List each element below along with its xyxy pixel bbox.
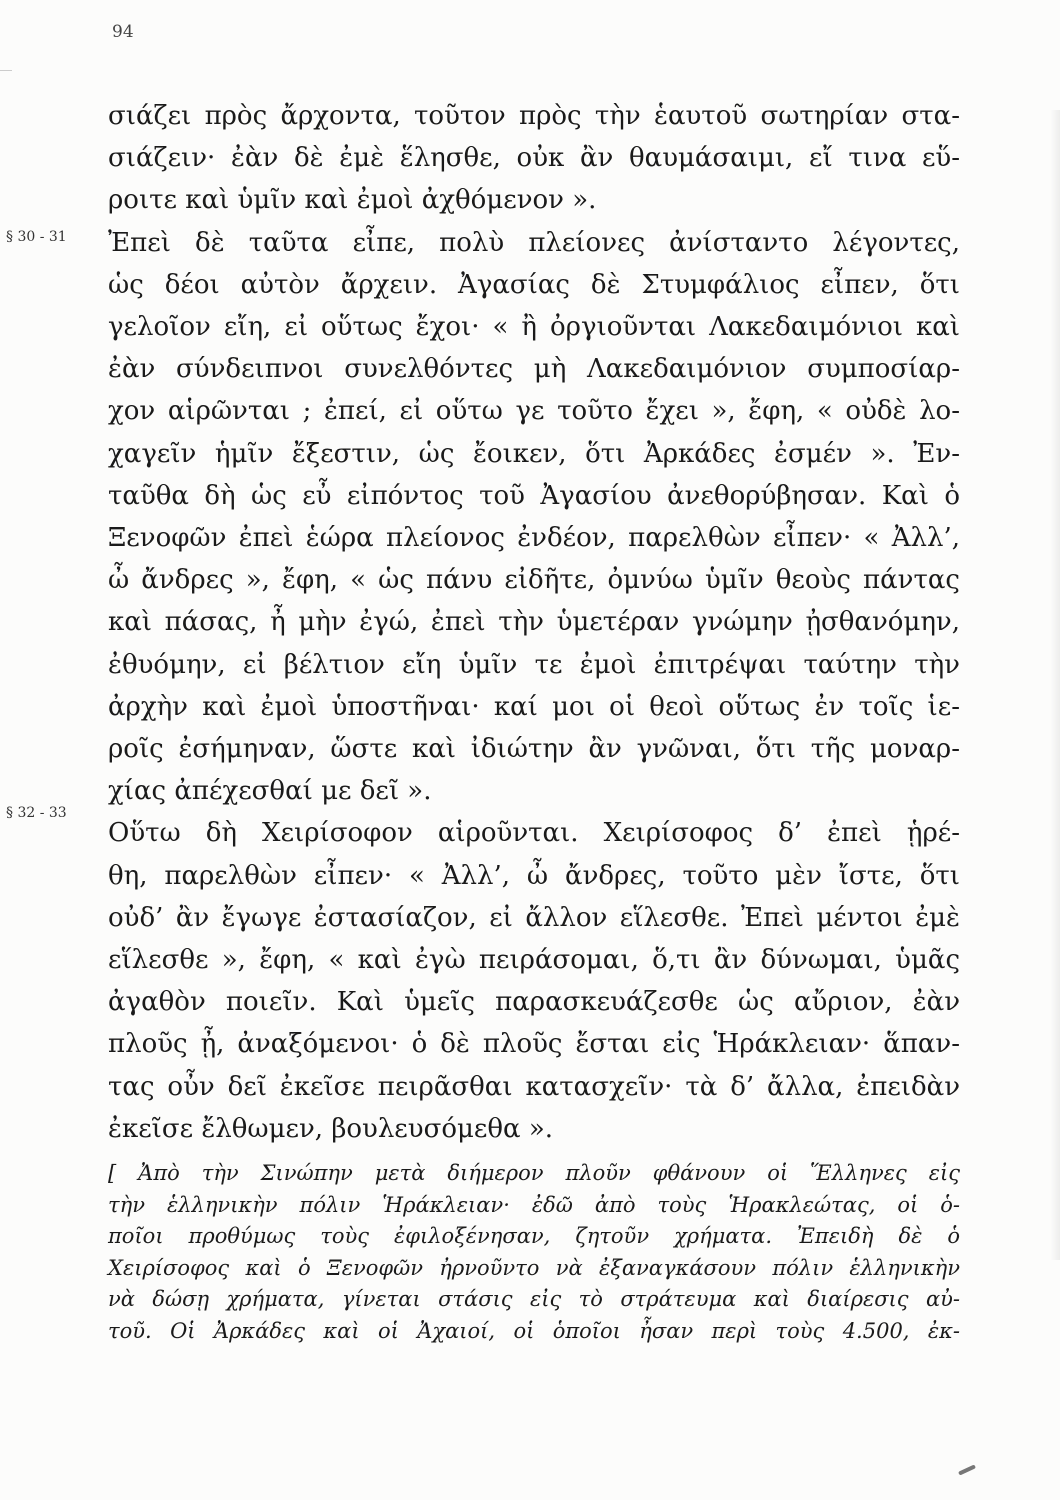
section-ref-32-33: § 32 - 33: [6, 805, 67, 821]
text-line: χαγεῖν ἡμῖν ἔξεστιν, ὡς ἔοικεν, ὅτι Ἀρκάδες ἐσμέν ». Ἐν-: [108, 438, 960, 469]
text-line: Οὕτω δὴ Χειρίσοφον αἱροῦνται. Χειρίσοφος δ’ ἐπεὶ ᾑρέ-: [108, 818, 960, 849]
text-line: χον αἱρῶνται ; ἐπεί, εἰ οὕτω γε τοῦτο ἔχει », ἔφη, « οὐδὲ λο-: [108, 396, 960, 427]
text-line: καὶ πάσας, ἦ μὴν ἐγώ, ἐπεὶ τὴν ὑμετέραν γνώμην ᾐσθανόμην,: [108, 607, 960, 638]
summary-line: [ Ἀπὸ τὴν Σινώπην μετὰ διήμερον πλοῦν φθάνουν οἱ Ἕλληνες εἰς: [108, 1161, 960, 1185]
main-text: [108, 95, 960, 1150]
text-line: Ξενοφῶν ἐπεὶ ἑώρα πλείονος ἐνδέον, παρελθὼν εἶπεν· « Ἀλλ’,: [108, 523, 960, 554]
summary-line: ποῖοι προθύμως τοὺς ἐφιλοξένησαν, ζητοῦν χρήματα. Ἐπειδὴ δὲ ὁ: [108, 1224, 960, 1248]
text-line: σιάζειν· ἐὰν δὲ ἐμὲ ἕλησθε, οὐκ ἂν θαυμάσαιμι, εἴ τινα εὕ-: [108, 143, 960, 174]
text-line: ἀγαθὸν ποιεῖν. Καὶ ὑμεῖς παρασκευάζεσθε ὡς αὔριον, ἐὰν: [108, 987, 960, 1018]
text-line: θη, παρελθὼν εἶπεν· « Ἀλλ’, ὦ ἄνδρες, τοῦτο μὲν ἴστε, ὅτι: [108, 860, 960, 891]
text-line: ροιτε καὶ ὑμῖν καὶ ἐμοὶ ἀχθόμενον ».: [108, 185, 597, 216]
text-line: σιάζει πρὸς ἄρχοντα, τοῦτον πρὸς τὴν ἑαυτοῦ σωτηρίαν στα-: [108, 101, 960, 131]
text-line: ἐὰν σύνδειπνοι συνελθόντες μὴ Λακεδαιμόνιον συμποσίαρ-: [108, 354, 960, 385]
pen-mark: [958, 1464, 976, 1475]
section-ref-30-31: § 30 - 31: [6, 229, 67, 245]
summary-line: νὰ δώσῃ χρήματα, γίνεται στάσις εἰς τὸ στράτευμα καὶ διαίρεσις αὐ-: [108, 1287, 960, 1311]
text-line: ὦ ἄνδρες », ἔφη, « ὡς πάνυ εἰδῆτε, ὀμνύω ὑμῖν θεοὺς πάντας: [108, 565, 960, 596]
text-line: ροῖς ἐσήμηναν, ὥστε καὶ ἰδιώτην ἂν γνῶναι, ὅτι τῆς μοναρ-: [108, 734, 960, 765]
text-line: γελοῖον εἴη, εἰ οὕτως ἔχοι· « ἢ ὀργιοῦνται Λακεδαιμόνιοι καὶ: [108, 312, 960, 343]
summary-note: [108, 1158, 960, 1347]
text-line: ἀρχὴν καὶ ἐμοὶ ὑποστῆναι· καί μοι οἱ θεοὶ οὕτως ἐν τοῖς ἱε-: [108, 691, 960, 722]
text-line: ταῦθα δὴ ὡς εὖ εἰπόντος τοῦ Ἀγασίου ἀνεθορύβησαν. Καὶ ὁ: [108, 480, 960, 511]
summary-line: Χειρίσοφος καὶ ὁ Ξενοφῶν ἠρνοῦντο νὰ ἐξαναγκάσουν πόλιν ἑλληνικὴν: [108, 1255, 960, 1280]
text-line: εἵλεσθε », ἔφη, « καὶ ἐγὼ πειράσομαι, ὅ,τι ἂν δύνωμαι, ὑμᾶς: [108, 945, 960, 976]
page-number: 94: [112, 22, 134, 42]
text-line: οὐδ’ ἂν ἔγωγε ἐστασίαζον, εἰ ἄλλον εἵλεσθε. Ἐπεὶ μέντοι ἐμὲ: [108, 902, 960, 933]
text-line: ἐθυόμην, εἰ βέλτιον εἴη ὑμῖν τε ἐμοὶ ἐπιτρέψαι ταύτην τὴν: [108, 649, 960, 680]
summary-line: τοῦ. Οἱ Ἀρκάδες καὶ οἱ Ἀχαιοί, οἱ ὁποῖοι ἦσαν περὶ τοὺς 4.500, ἐκ-: [108, 1318, 960, 1343]
text-line: χίας ἀπέχεσθαί με δεῖ ».: [108, 776, 432, 807]
bleed-through-mark: [0, 70, 12, 71]
text-line: ἐκεῖσε ἔλθωμεν, βουλευσόμεθα ».: [108, 1113, 553, 1144]
text-line: Ἐπεὶ δὲ ταῦτα εἶπε, πολὺ πλείονες ἀνίσταντο λέγοντες,: [108, 227, 960, 258]
summary-line: τὴν ἑλληνικὴν πόλιν Ἡράκλειαν· ἐδῶ ἀπὸ τοὺς Ἡρακλεώτας, οἱ ὁ-: [108, 1192, 960, 1217]
text-line: τας οὖν δεῖ ἐκεῖσε πειρᾶσθαι κατασχεῖν· τὰ δ’ ἄλλα, ἐπειδὰν: [108, 1071, 960, 1102]
text-line: πλοῦς ᾖ, ἀναξόμενοι· ὁ δὲ πλοῦς ἔσται εἰς Ἡράκλειαν· ἅπαν-: [108, 1029, 960, 1060]
text-line: ὡς δέοι αὐτὸν ἄρχειν. Ἀγασίας δὲ Στυμφάλιος εἶπεν, ὅτι: [108, 269, 960, 300]
page-edge-shadow: [1050, 110, 1060, 1260]
